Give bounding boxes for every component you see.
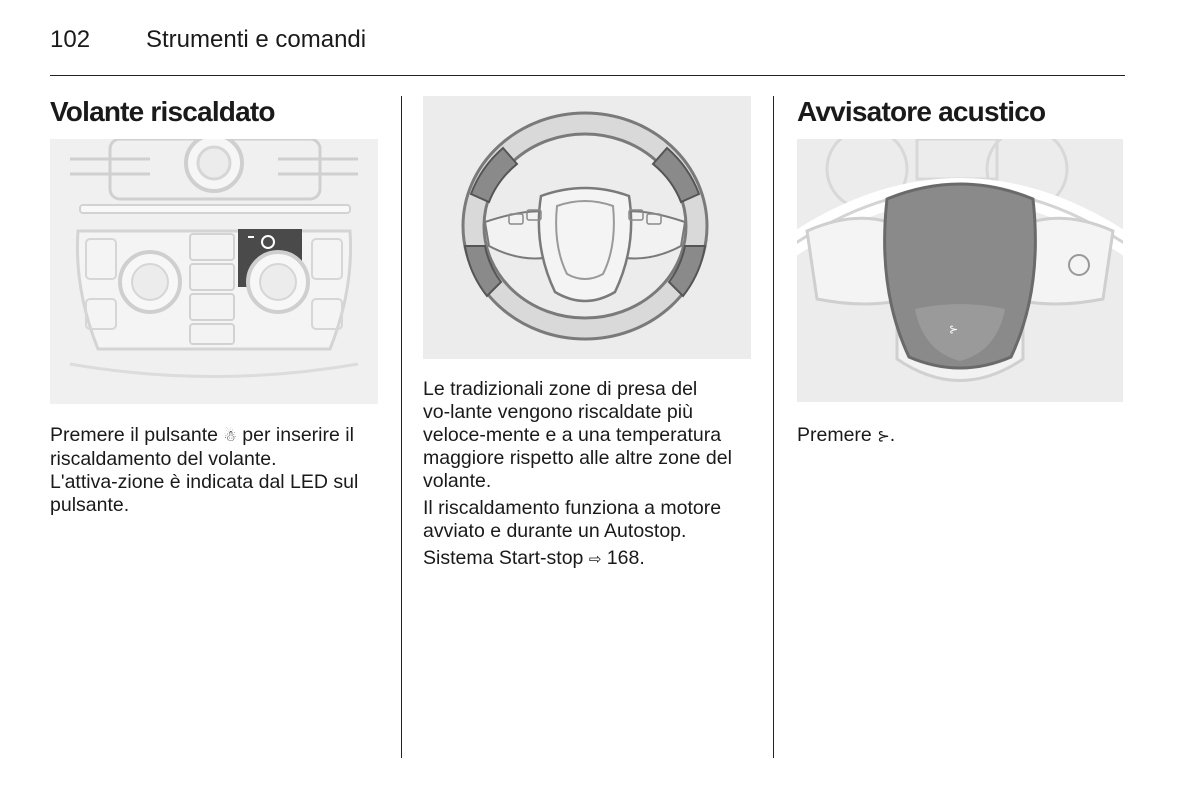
heated-zones-text <box>423 378 763 575</box>
heading-horn: Avvisatore acustico <box>797 96 1046 127</box>
horn-illustration <box>797 139 1123 402</box>
operation-paragraph: Il riscaldamento funziona a motore avviato e durante un Autostop. <box>423 497 722 542</box>
horn-icon: ⊱ <box>877 428 890 445</box>
heated-wheel-paragraph: Premere il pulsante ☃ per inserire il riscaldamento del volante. L'attiva‑zione è indicata dal LED sul pulsante. <box>50 424 359 516</box>
heated-steering-wheel-illustration <box>423 96 751 359</box>
heated-steering-wheel-icon: ☃ <box>223 428 237 445</box>
horn-paragraph: Premere ⊱. <box>797 424 896 446</box>
column-divider <box>401 96 402 758</box>
page-number: 102 <box>50 26 91 53</box>
arrow-right-icon: ⇨ <box>588 551 602 568</box>
heated-zones-paragraph: Le tradizionali zone di presa del vo‑lante vengono riscaldate più veloce‑mente e a una temperatura maggiore rispetto alle altre zone del volante. <box>423 378 732 492</box>
heading-heated-wheel: Volante riscaldato <box>50 96 275 127</box>
climate-panel-illustration <box>50 139 378 404</box>
header-rule <box>50 75 1125 76</box>
page-header <box>50 26 366 54</box>
start-stop-reference: Sistema Start-stop ⇨ 168. <box>423 547 645 569</box>
svg-text:⊱: ⊱ <box>949 323 959 336</box>
section-title: Strumenti e comandi <box>146 26 367 53</box>
column-divider <box>773 96 774 758</box>
